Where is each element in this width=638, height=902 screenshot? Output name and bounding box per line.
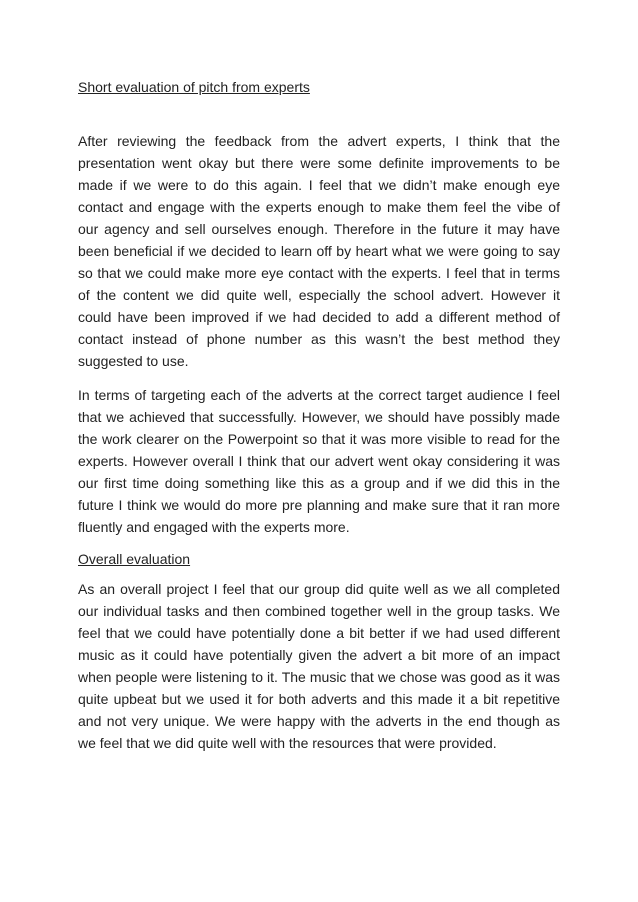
heading-overall-evaluation: Overall evaluation	[78, 551, 191, 567]
paragraph-feedback: After reviewing the feedback from the advert experts, I think that the presentation went okay but there were some definite improvements to be made if we were to do this again. I feel that we didn’t make enough eye contact and engage with the experts enough to make them feel the vibe of our agency and sell ourselves enough. Therefore in the future it may have been beneficial if we decided to learn off by heart what we were going to say so that we could make more eye contact with the experts. I feel that in terms of the content we did quite well, especially the school advert. However it could have been improved if we had decided to add a different method of contact instead of phone number as this wasn’t the best method they suggested to use.	[78, 133, 560, 369]
paragraph-targeting: In terms of targeting each of the adverts at the correct target audience I feel that we achieved that successfully. However, we should have possibly made the work clearer on the Powerpoint so that it was more visible to read for the experts. However overall I think that our advert went okay considering it was our first time doing something like this as a group and if we did this in the future I think we would do more pre planning and make sure that it ran more fluently and engaged with the experts more.	[78, 387, 560, 535]
document-body	[78, 76, 560, 766]
paragraph-overall: As an overall project I feel that our group did quite well as we all completed our individual tasks and then combined together well in the group tasks. We feel that we could have potentially done a bit better if we had used different music as it could have potentially given the advert a bit more of an impact when people were listening to it. The music that we chose was good as it was quite upbeat but we used it for both adverts and this made it a bit repetitive and not very unique. We were happy with the adverts in the end though as we feel that we did quite well with the resources that were provided.	[78, 581, 560, 751]
heading-pitch-evaluation: Short evaluation of pitch from experts	[78, 79, 310, 95]
